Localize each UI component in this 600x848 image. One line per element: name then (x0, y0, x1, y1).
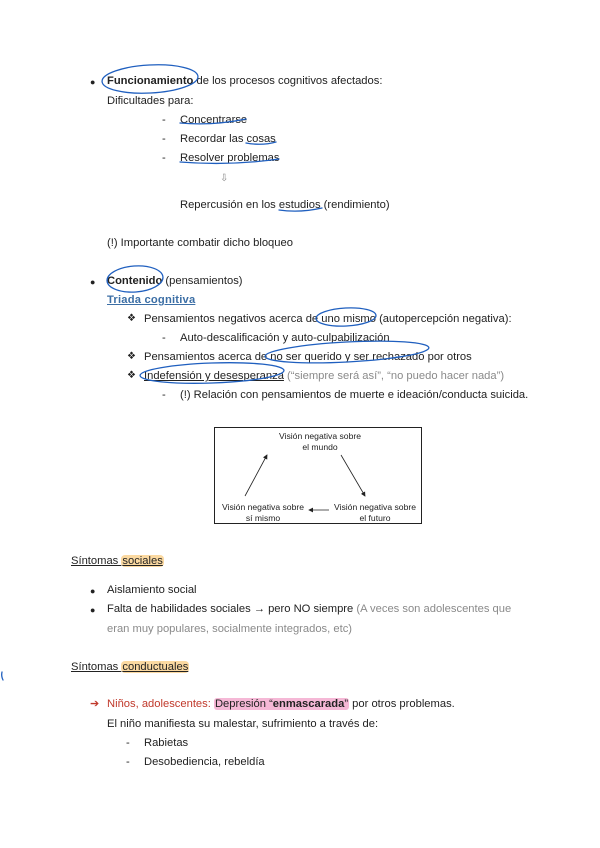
title-a: Síntomas (71, 661, 122, 673)
funcionamiento-bold: Funcionamiento (107, 75, 194, 87)
p2-a: Pensamientos acerca de (144, 351, 271, 363)
dash: - (126, 756, 130, 768)
behavioral-symptoms-title (71, 660, 189, 674)
p1-c: (autopercepción negativa): (375, 313, 512, 325)
line1-quote: ” (344, 698, 349, 710)
behavior-item: Desobediencia, rebeldía (144, 756, 265, 768)
p3-quote: (“siempre será así”, “no puedo hacer nada”) (283, 370, 505, 382)
social-item-2 (107, 602, 511, 616)
diamond-bullet-icon: ❖ (127, 313, 136, 324)
title-conductuales: conductuales (122, 661, 189, 673)
line1-enmascarada: enmascarada (272, 698, 345, 710)
consequence-c: (rendimiento) (320, 199, 390, 211)
social-item-2-cont: eran muy populares, socialmente integrados, etc) (107, 623, 353, 635)
dash: - (162, 332, 166, 344)
line1-depresion: Depresión “ (214, 698, 273, 710)
line1-ninos: Niños, adolescentes: (107, 698, 214, 710)
list-item: Resolver problemas (180, 152, 280, 164)
diagram-arrows (215, 428, 423, 525)
consequence-line (180, 198, 390, 212)
manifest-line: El niño manifiesta su malestar, sufrimiento a través de: (107, 718, 379, 730)
p2-c: por otros (424, 351, 472, 363)
bullet-dot: ● (90, 586, 96, 596)
consequence-a: Repercusión en los (180, 199, 279, 211)
title-a: Síntomas (71, 555, 122, 567)
title-sociales: sociales (122, 555, 163, 567)
p3-indefension: Indefensión y desesperanza (144, 370, 284, 382)
thought-1 (144, 312, 512, 326)
thought-1-sub: Auto-descalificación y auto-culpabilización (180, 332, 390, 344)
dash: - (162, 133, 166, 145)
right-arrow-icon: ➔ (90, 698, 100, 710)
bullet-dot: ● (90, 605, 96, 615)
note-important: (!) Importante combatir dicho bloqueo (107, 237, 293, 249)
down-arrow-icon: ⇩ (220, 173, 229, 184)
dificultades-intro: Dificultades para: (107, 95, 194, 107)
list-item: Recordar las cosas (180, 133, 276, 145)
left-line1: Visión negativa sobre (221, 502, 304, 512)
thought-3-sub: (!) Relación con pensamientos de muerte e ideación/conducta suicida. (180, 389, 529, 401)
diamond-bullet-icon: ❖ (127, 370, 136, 381)
b2-b: (A veces son adolescentes que (353, 603, 512, 615)
heading-rest: de los procesos cognitivos afectados: (193, 75, 383, 87)
b2-a: Falta de habilidades sociales → pero NO siempre (107, 603, 354, 615)
bullet-dot: ● (90, 277, 96, 287)
dash: - (162, 114, 166, 126)
social-symptoms-title (71, 554, 164, 568)
diamond-bullet-icon: ❖ (127, 351, 136, 362)
arrow-to-world (245, 455, 267, 496)
dash: - (162, 389, 166, 401)
heading-rest: (pensamientos) (162, 275, 243, 287)
thought-3 (144, 369, 504, 383)
social-item-1: Aislamiento social (107, 584, 197, 596)
bullet-dot: ● (90, 77, 96, 87)
top-line2: el mundo (302, 442, 338, 452)
behavior-item: Rabietas (144, 737, 189, 749)
arrow-to-future (341, 455, 365, 496)
margin-mark (2, 672, 3, 680)
dash: - (162, 152, 166, 164)
triad-link[interactable]: Triada cognitiva (107, 294, 196, 306)
cognitive-triad-diagram (214, 427, 422, 524)
section1-heading (107, 74, 382, 88)
contenido-bold: Contenido (107, 275, 163, 287)
thought-2 (144, 350, 472, 364)
right-line1: Visión negativa sobre (333, 502, 416, 512)
p1-uno-mismo: uno mismo (321, 313, 376, 325)
line1-rest: por otros problemas. (349, 698, 455, 710)
top-line1: Visión negativa sobre (278, 431, 361, 441)
list-item: Concentrarse (180, 114, 248, 126)
dash: - (126, 737, 130, 749)
p1-a: Pensamientos negativos acerca de (144, 313, 322, 325)
masked-depression-line (107, 697, 455, 711)
section2-heading (107, 274, 243, 288)
masked-highlight (214, 698, 349, 710)
left-line2: sí mismo (245, 513, 281, 523)
consequence-estudios: estudios (278, 199, 321, 211)
right-line2: el futuro (359, 513, 391, 523)
p2-no-ser-querido: no ser querido y ser rechazado (270, 351, 425, 363)
